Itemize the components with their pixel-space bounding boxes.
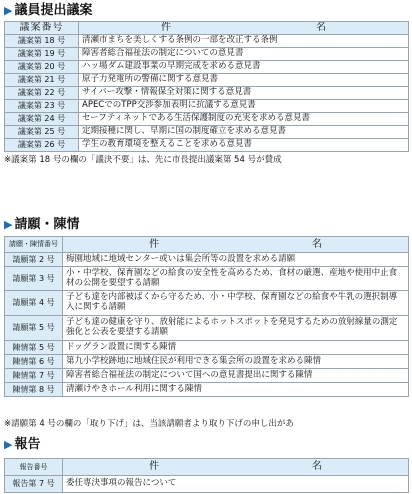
row-title: 梅園地域に地域センター或いは集会所等の設置を求める請願 xyxy=(63,253,409,267)
section-title-seigan xyxy=(4,216,79,233)
row-number: 陳情第 6 号 xyxy=(5,355,63,369)
row-number: 請願第 5 号 xyxy=(5,316,63,341)
section-title-text: 請願・陳情 xyxy=(14,217,80,232)
row-number: 陳情第 5 号 xyxy=(5,341,63,355)
row-number: 議案第 20 号 xyxy=(5,61,79,74)
row-title: 清瀬市まちを美しくする条例の一部を改正する条例 xyxy=(79,35,409,48)
triangle-marker-icon: ▶ xyxy=(4,218,13,231)
table-row xyxy=(5,35,409,48)
row-title: セーフティネットである生活保護制度の充実を求める意見書 xyxy=(79,113,409,126)
row-title: 障害者総合福祉法の制定についての意見書 xyxy=(79,48,409,61)
hokoku-table xyxy=(4,458,409,493)
row-title: 障害者総合福祉法の制定について国への意見書提出に関する陳情 xyxy=(63,369,409,383)
row-number: 請願第 2 号 xyxy=(5,253,63,267)
table-row xyxy=(5,126,409,139)
triangle-marker-icon: ▶ xyxy=(4,438,13,451)
row-number: 請願第 3 号 xyxy=(5,267,63,291)
table-header-row xyxy=(5,459,409,476)
row-number: 議案第 24 号 xyxy=(5,113,79,126)
table-row xyxy=(5,253,409,267)
row-title: ドッグラン設置に関する陳情 xyxy=(63,341,409,355)
header-number: 議案番号 xyxy=(5,22,79,35)
header-title xyxy=(63,459,409,476)
row-number: 議案第 19 号 xyxy=(5,48,79,61)
table-row xyxy=(5,476,409,493)
header-title-right: 名 xyxy=(311,238,322,250)
table-row xyxy=(5,113,409,126)
table-row xyxy=(5,87,409,100)
row-number: 議案第 26 号 xyxy=(5,139,79,152)
table-row xyxy=(5,383,409,397)
section-title-hokoku xyxy=(4,436,40,453)
row-number: 陳情第 7 号 xyxy=(5,369,63,383)
table-row xyxy=(5,341,409,355)
table-row xyxy=(5,100,409,113)
section-title-text: 議員提出議案 xyxy=(14,3,93,18)
header-title xyxy=(79,22,409,35)
row-number: 議案第 22 号 xyxy=(5,87,79,100)
header-title-left: 件 xyxy=(149,238,160,250)
table-header-row xyxy=(5,237,409,253)
table-row xyxy=(5,139,409,152)
table-header-row xyxy=(5,22,409,35)
header-title-left: 件 xyxy=(160,22,171,34)
seigan-table xyxy=(4,236,409,397)
row-title: APECでのTPP交渉参加表明に抗議する意見書 xyxy=(79,100,409,113)
section-title-giin xyxy=(4,2,92,19)
giin-note: ※議案第 18 号の欄の「議決不要」は、先に市長提出議案第 54 号が賛成 xyxy=(4,155,282,165)
row-title: 学生の教育環境を整えることを求める意見書 xyxy=(79,139,409,152)
seigan-note: ※請願第 4 号の欄の「取り下げ」は、当該請願者より取り下げの申し出があ xyxy=(4,419,294,429)
header-title xyxy=(63,237,409,253)
row-title: 委任専決事項の報告について xyxy=(63,476,409,493)
row-number: 議案第 21 号 xyxy=(5,74,79,87)
row-title: 原子力発電所の警備に関する意見書 xyxy=(79,74,409,87)
row-number: 議案第 23 号 xyxy=(5,100,79,113)
row-title: ハッ場ダム建設事業の早期完成を求める意見書 xyxy=(79,61,409,74)
row-number: 議案第 25 号 xyxy=(5,126,79,139)
table-row xyxy=(5,369,409,383)
table-row xyxy=(5,267,409,291)
section-title-text: 報告 xyxy=(14,437,41,452)
row-title: 第九小学校跡地に地域住民が利用できる集会所の設置を求める陳情 xyxy=(63,355,409,369)
table-row xyxy=(5,355,409,369)
table-row xyxy=(5,74,409,87)
row-number: 議案第 18 号 xyxy=(5,35,79,48)
header-title-right: 名 xyxy=(311,461,322,473)
table-row xyxy=(5,291,409,316)
row-title: 子ども達を内部被ばくから守るため、小・中学校、保育園などの給食や牛乳の選択制導入に関する請願 xyxy=(63,291,409,316)
header-number: 報告番号 xyxy=(5,459,63,476)
row-number: 報告第 7 号 xyxy=(5,476,63,493)
giin-table xyxy=(4,21,409,152)
header-number: 請願・陳情番号 xyxy=(5,237,63,253)
header-title-left: 件 xyxy=(149,461,160,473)
row-title: 子ども達の健康を守り、放射能によるホットスポットを発見するための放射線量の測定強化と公表を要望する請願 xyxy=(63,316,409,341)
table-row xyxy=(5,316,409,341)
row-title: 清瀬けやきホール利用に関する陳情 xyxy=(63,383,409,397)
table-row xyxy=(5,61,409,74)
table-row xyxy=(5,48,409,61)
row-number: 請願第 4 号 xyxy=(5,291,63,316)
row-number: 陳情第 8 号 xyxy=(5,383,63,397)
header-title-right: 名 xyxy=(316,22,327,34)
triangle-marker-icon: ▶ xyxy=(4,4,13,17)
row-title: 小・中学校、保育園などの給食の安全性を高めるため、食材の厳選、産地や使用中止食材の公開を要望する請願 xyxy=(63,267,409,291)
row-title: サイバー攻撃・情報保全対策に関する意見書 xyxy=(79,87,409,100)
row-title: 定期接種に関し、早期に国の制度確立を求める意見書 xyxy=(79,126,409,139)
